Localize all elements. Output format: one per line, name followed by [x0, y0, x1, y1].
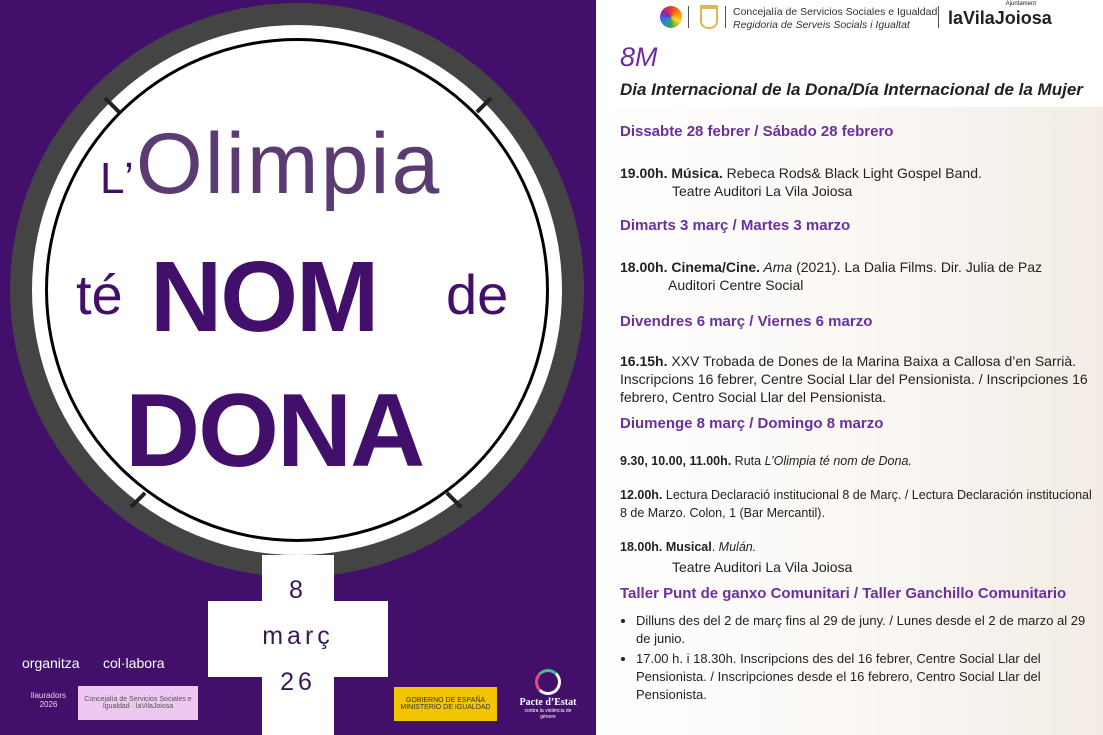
list-item: • Dilluns des del 2 de març fins al 29 de juny. / Lunes desde el 2 de marzo al 29 de junio.: [636, 612, 1094, 648]
poster-de: de: [446, 263, 509, 326]
day-heading: Dimarts 3 març / Martes 3 marzo: [620, 217, 851, 234]
event-em: Mulán.: [718, 540, 757, 554]
gobierno-logo: [394, 687, 497, 721]
divider: [688, 6, 689, 28]
event-place: Teatre Auditori La Vila Joiosa: [672, 183, 853, 199]
event-time: 19.00h. Música.: [620, 165, 723, 181]
program-panel: [596, 0, 1103, 735]
title-prefix: L’: [100, 154, 136, 203]
event-time: 18.00h. Cinema/Cine.: [620, 259, 761, 275]
pacte-estat-logo: [518, 668, 578, 720]
day-heading: Dissabte 28 febrer / Sábado 28 febrero: [620, 123, 894, 140]
page-title: 8M: [620, 42, 658, 72]
brand-logo: [948, 1, 1052, 28]
date-month: març: [262, 622, 334, 650]
concejalia-logo-text: Concejalía de Servicios Sociales e Igualdad · laVilaJoiosa: [84, 696, 192, 710]
llauradors-logo: [26, 677, 71, 722]
event: [620, 164, 1094, 200]
event-text: (2021). La Dalia Films. Dir. Julia de Paz: [792, 259, 1042, 275]
day-heading: Diumenge 8 març / Domingo 8 marzo: [620, 415, 884, 432]
vila-shield-icon: [700, 5, 718, 29]
workshop-list: [620, 612, 1094, 704]
event-time: 9.30, 10.00, 11.00h.: [620, 454, 732, 468]
gobierno-text: GOBIERNO DE ESPAÑA MINISTERIO DE IGUALDAD: [400, 697, 491, 711]
pacte-sub: contra la violència de gènere: [524, 707, 572, 720]
brand-name: laVilaJoiosa: [948, 8, 1052, 28]
event-text: Rebeca Rods& Black Light Gospel Band.: [722, 165, 982, 181]
schedule: [620, 122, 1094, 704]
organitza-label: organitza: [22, 655, 80, 671]
event-text: Ruta: [731, 454, 765, 468]
title-word: Olimpia: [135, 116, 442, 212]
event-em: L’Olimpia té nom de Dona.: [764, 454, 912, 468]
event: [620, 452, 1094, 470]
event: [620, 538, 1094, 576]
list-item: • 17.00 h. i 18.30h. Inscripcions des del 16 febrer, Centre Social Llar del Pensionista. / Inscripciones desde el 16 febrero, Centro Social Llar del Pensionista.: [636, 650, 1094, 704]
event-time: 16.15h.: [620, 353, 668, 369]
divider: [725, 6, 726, 28]
header-line2: Regidoria de Serveis Socials i Igualtat: [733, 19, 910, 31]
day-heading: Divendres 6 març / Viernes 6 marzo: [620, 313, 873, 330]
event: [620, 486, 1094, 522]
event-place: Teatre Auditori La Vila Joiosa: [672, 559, 853, 575]
poster-title: [100, 115, 520, 214]
header-line1: Concejalía de Servicios Sociales e Igualdad: [733, 6, 938, 18]
poster-te: té: [76, 263, 123, 326]
poster-dona: DONA: [125, 373, 424, 489]
collabora-label: col·labora: [103, 655, 165, 671]
divider: [938, 6, 939, 28]
event-time: 12.00h.: [620, 488, 663, 502]
date-day: 8: [289, 576, 307, 604]
llauradors-text: llauradors 2026: [30, 690, 67, 709]
event: [620, 352, 1094, 406]
event-place: Auditori Centre Social: [668, 277, 804, 293]
event-text: .: [711, 540, 719, 554]
concejalia-logo: [78, 686, 198, 720]
date-year: 26: [280, 668, 316, 696]
event-text: XXV Trobada de Dones de la Marina Baixa a Callosa d’en Sarrià. Inscripcions 16 febrer, Centre Social Llar del Pensionista. / Inscripciones 16 febrero, Centro Social Llar del Pensionista.: [620, 353, 1088, 405]
pacte-icon: [535, 669, 561, 695]
header-text: [733, 6, 937, 32]
page-subtitle: Dia Internacional de la Dona/Día Internacional de la Mujer: [620, 80, 1083, 99]
poster-nom: NOM: [150, 241, 378, 353]
brand-sup: Ajuntament: [1005, 1, 1036, 7]
equality-logo-icon: [660, 6, 682, 28]
event-text: Lectura Declaració institucional 8 de Març. / Lectura Declaración institucional 8 de Marzo. Colon, 1 (Bar Mercantil).: [620, 488, 1092, 520]
day-heading: Taller Punt de ganxo Comunitari / Taller Ganchillo Comunitario: [620, 585, 1067, 602]
event-time: 18.00h. Musical: [620, 540, 712, 554]
event-film: Ama: [760, 259, 793, 275]
pacte-text: Pacte d’Estat: [519, 696, 577, 708]
event: [620, 258, 1094, 294]
